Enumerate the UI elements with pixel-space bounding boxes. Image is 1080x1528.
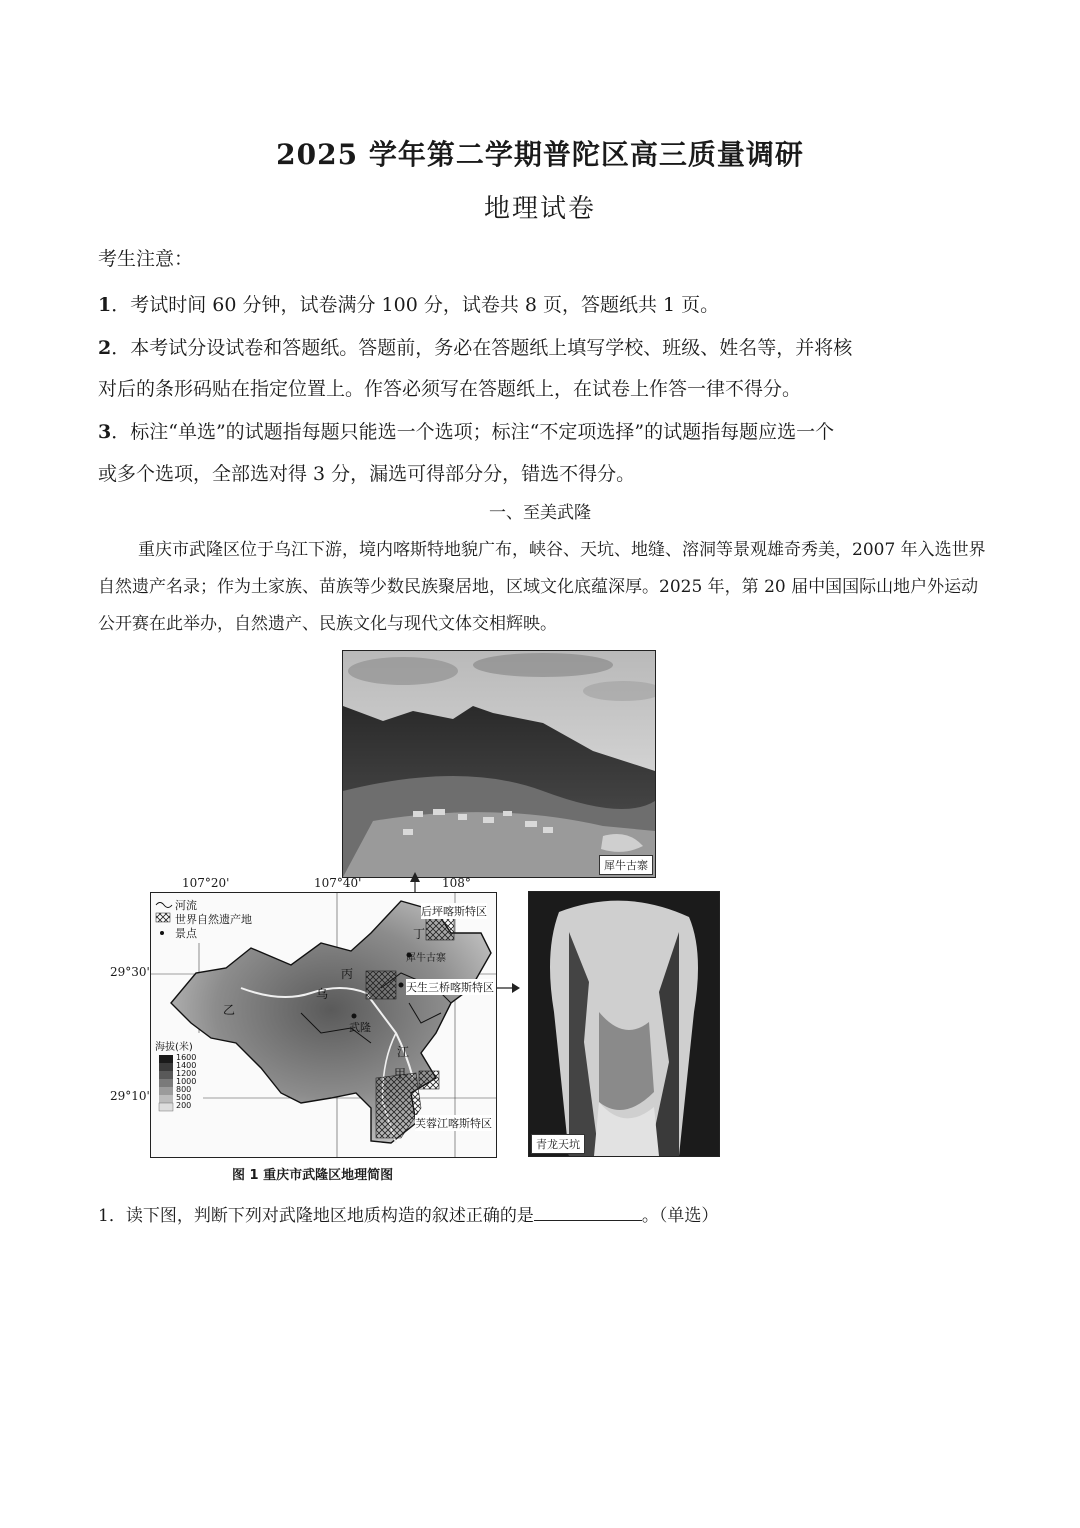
elevation-1000: 1000 bbox=[176, 1077, 197, 1086]
label-houping: 后坪喀斯特区 bbox=[421, 905, 487, 918]
wulong-map bbox=[150, 892, 497, 1158]
exam-title: 2025 学年第二学期普陀区高三质量调研 bbox=[276, 138, 804, 171]
figure-caption: 图 1 重庆市武隆区地理简图 bbox=[232, 1168, 394, 1183]
label-jiang: 江 bbox=[397, 1045, 410, 1059]
photo-qinglong-sinkhole bbox=[528, 891, 720, 1157]
elevation-1200: 1200 bbox=[176, 1069, 197, 1078]
elevation-200: 200 bbox=[176, 1101, 192, 1110]
elevation-500: 500 bbox=[176, 1093, 192, 1102]
label-yi: 乙 bbox=[223, 1003, 236, 1017]
question-1: 1．读下图，判断下列对武隆地区地质构造的叙述正确的是 。（单选） bbox=[98, 1206, 719, 1226]
photo-caption-xiniu: 犀牛古寨 bbox=[599, 855, 653, 875]
label-wu: 乌 bbox=[316, 987, 329, 1001]
legend-river: 河流 bbox=[175, 899, 197, 912]
latitude-29-30: 29°30' bbox=[110, 965, 150, 979]
answer-blank bbox=[534, 1206, 642, 1221]
notice-item-3: 3．标注“单选”的试题指每题只能选一个选项；标注“不定项选择”的试题指每题应选一个 bbox=[98, 421, 835, 443]
photo-caption-qinglong: 青龙天坑 bbox=[531, 1134, 585, 1154]
label-jia: 甲 bbox=[394, 1067, 407, 1081]
elevation-800: 800 bbox=[176, 1085, 192, 1094]
legend-elevation-title: 海拔(米) bbox=[155, 1042, 193, 1053]
photo-xiniu-village bbox=[342, 650, 656, 878]
notice-item-2-cont: 对后的条形码贴在指定位置上。作答必须写在答题纸上，在试卷上作答一律不得分。 bbox=[98, 378, 802, 400]
label-tiansheng: 天生三桥喀斯特区 bbox=[406, 981, 494, 994]
label-bing: 丙 bbox=[341, 967, 354, 981]
village-landscape-image bbox=[343, 651, 655, 877]
label-wulong: 武隆 bbox=[349, 1021, 371, 1034]
legend-heritage: 世界自然遗产地 bbox=[175, 913, 252, 926]
legend-scenic: 景点 bbox=[175, 927, 197, 940]
notice-item-1: 1．考试时间 60 分钟，试卷满分 100 分，试卷共 8 页，答题纸共 1 页。 bbox=[98, 294, 720, 316]
notice-item-3-cont: 或多个选项，全部选对得 3 分，漏选可得部分分，错选不得分。 bbox=[98, 463, 636, 485]
elevation-1400: 1400 bbox=[176, 1061, 197, 1070]
longitude-108: 108° bbox=[442, 876, 471, 890]
longitude-107-20: 107°20' bbox=[182, 876, 230, 890]
label-xiniu: 犀牛古寨 bbox=[406, 953, 446, 964]
sinkhole-image bbox=[529, 892, 719, 1156]
label-ding: 丁 bbox=[413, 927, 426, 941]
longitude-107-40: 107°40' bbox=[314, 876, 362, 890]
latitude-29-10: 29°10' bbox=[110, 1089, 150, 1103]
elevation-1600: 1600 bbox=[176, 1053, 197, 1062]
section-title: 一、至美武隆 bbox=[489, 503, 591, 523]
subject-title: 地理试卷 bbox=[483, 194, 596, 224]
notice-item-2: 2．本考试分设试卷和答题纸。答题前，务必在答题纸上填写学校、班级、姓名等，并将核 bbox=[98, 337, 853, 359]
label-furong: 芙蓉江喀斯特区 bbox=[415, 1117, 492, 1130]
notice-heading: 考生注意： bbox=[98, 248, 194, 270]
section-paragraph: 重庆市武隆区位于乌江下游，境内喀斯特地貌广布，峡谷、天坑、地缝、溶洞等景观雄奇秀美，2007 年入选世界自然遗产名录；作为土家族、苗族等少数民族聚居地，区域文化底蕴深厚。2025 年，第 20 届中国国际山地户外运动公开赛在此举办，自然遗产、民族文化与现代文体交相辉映。 bbox=[98, 540, 986, 634]
